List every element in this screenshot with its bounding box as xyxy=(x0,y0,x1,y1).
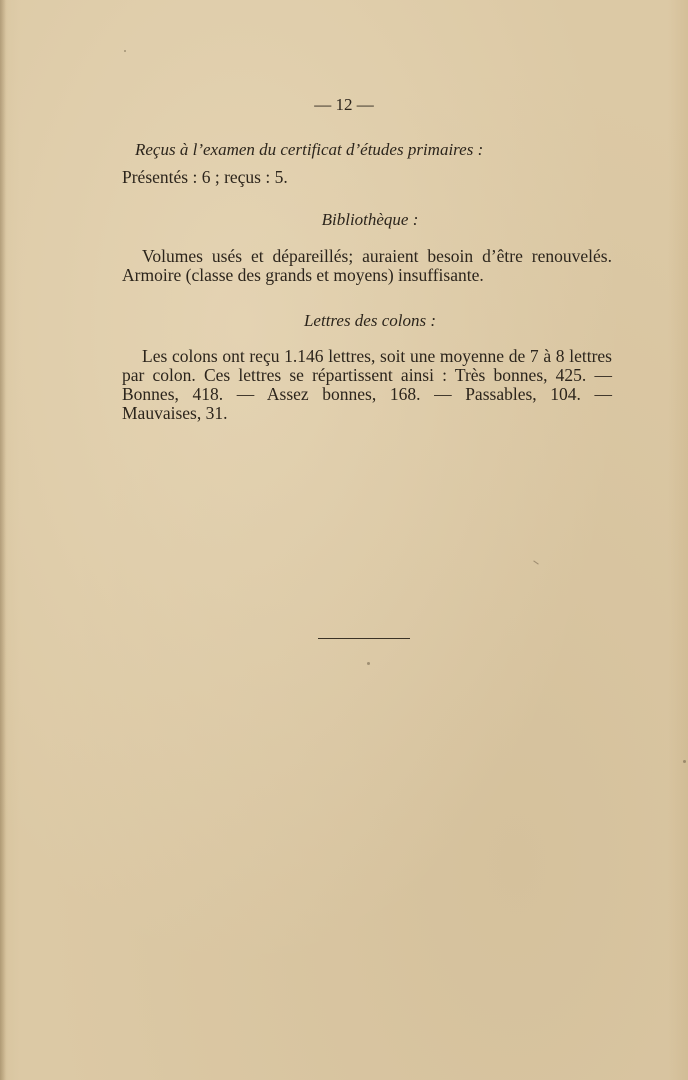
library-heading: Bibliothèque : xyxy=(321,210,419,229)
paper-speck xyxy=(124,50,126,52)
page-number: — 12 — xyxy=(314,95,374,114)
letters-paragraph: Les colons ont reçu 1.146 lettres, soit une moyenne de 7 à 8 lettres par colon. Ces lettres se répartissent ainsi : Très bonnes, 425. — Bonnes, 418. — Assez bonnes, 168. — Passables, 104. — Mauvaises, 31. xyxy=(122,346,612,423)
paper-speck xyxy=(683,760,686,763)
paper-speck xyxy=(367,662,370,665)
letters-heading: Lettres des colons : xyxy=(303,311,437,330)
exam-results: Présentés : 6 ; reçus : 5. xyxy=(122,167,288,187)
section-end-rule xyxy=(318,638,410,639)
exam-heading: Reçus à l’examen du certificat d’études primaires : xyxy=(135,140,484,159)
paper-speck xyxy=(533,560,538,564)
library-paragraph: Volumes usés et dépareillés; auraient besoin d’être renouvelés. Armoire (classe des grands et moyens) insuffisante. xyxy=(122,246,612,285)
spine-shadow xyxy=(0,0,6,1080)
